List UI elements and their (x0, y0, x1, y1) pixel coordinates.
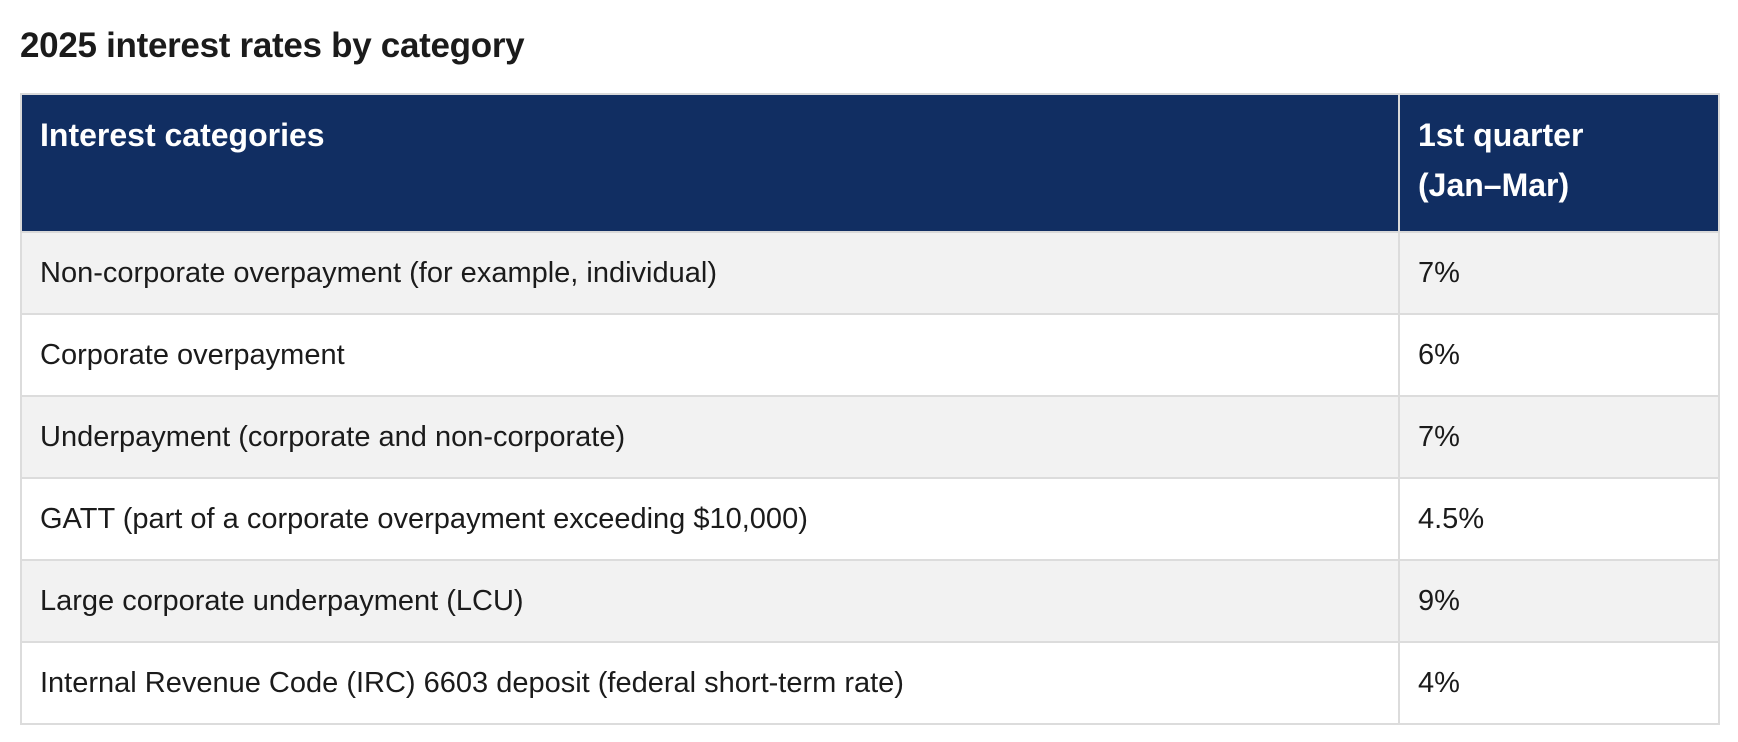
rate-cell: 4.5% (1399, 478, 1719, 560)
category-cell: Corporate overpayment (21, 314, 1399, 396)
table-row (21, 232, 1719, 314)
table-row (21, 314, 1719, 396)
category-cell: Underpayment (corporate and non-corporate) (21, 396, 1399, 478)
header-interest-categories: Interest categories (21, 94, 1399, 232)
table-row (21, 478, 1719, 560)
header-first-quarter (1399, 94, 1719, 232)
table-row (21, 396, 1719, 478)
rate-cell: 7% (1399, 232, 1719, 314)
rate-cell: 7% (1399, 396, 1719, 478)
table-header-row (21, 94, 1719, 232)
category-cell: Large corporate underpayment (LCU) (21, 560, 1399, 642)
rate-cell: 6% (1399, 314, 1719, 396)
category-cell: GATT (part of a corporate overpayment exceeding $10,000) (21, 478, 1399, 560)
category-cell: Non-corporate overpayment (for example, individual) (21, 232, 1399, 314)
category-cell: Internal Revenue Code (IRC) 6603 deposit (federal short-term rate) (21, 642, 1399, 724)
table-row (21, 560, 1719, 642)
header-quarter-line1: 1st quarter (1418, 117, 1584, 153)
rate-cell: 9% (1399, 560, 1719, 642)
page-title: 2025 interest rates by category (20, 26, 525, 65)
rate-cell: 4% (1399, 642, 1719, 724)
header-quarter-line2: (Jan–Mar) (1418, 167, 1570, 203)
table-row (21, 642, 1719, 724)
interest-rates-table (20, 93, 1720, 725)
